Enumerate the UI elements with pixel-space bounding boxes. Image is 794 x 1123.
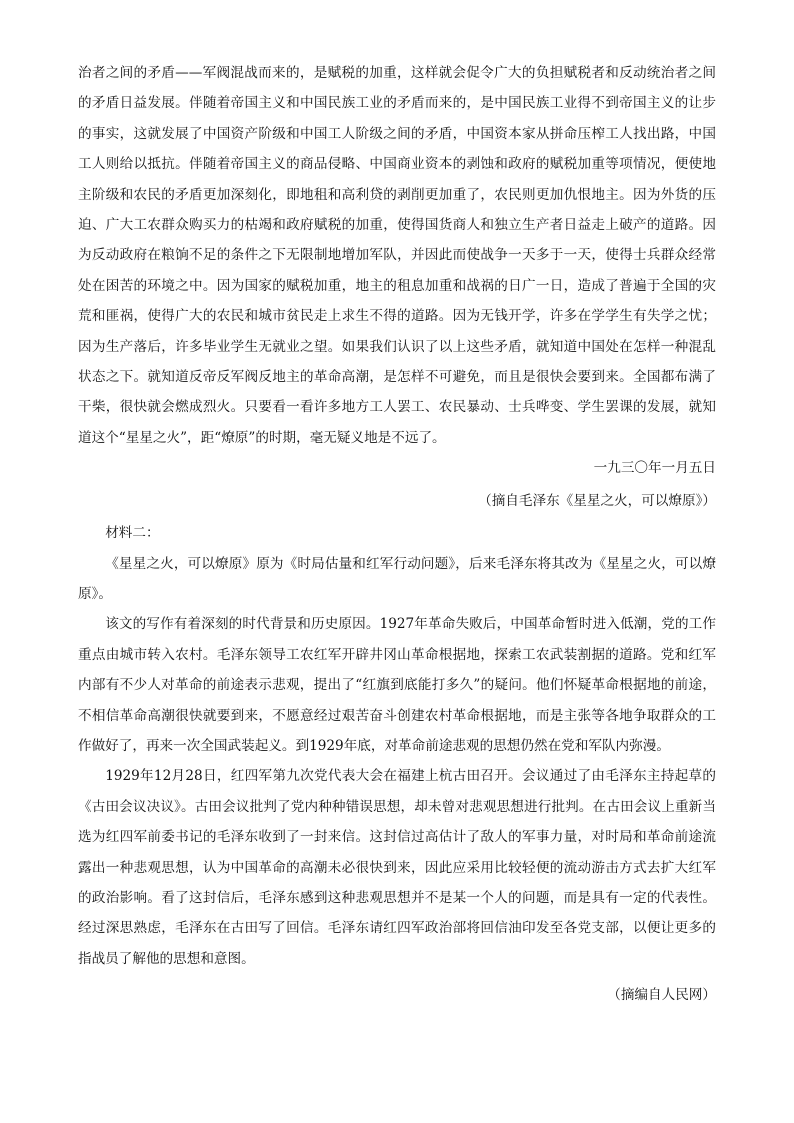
- material1-date: 一九三〇年一月五日: [593, 460, 716, 477]
- material2-source: （摘编自人民网）: [607, 987, 716, 1004]
- material2-paragraph-2: 该文的写作有着深刻的时代背景和历史原因。1927年革命失败后，中国革命暂时进入低潮，党的工作重点由城市转入农村。毛泽东领导工农红军开辟井冈山革命根据地，探索工农武装割据的道路。党和红军内部有不少人对革命的前途表示悲观，提出了“红旗到底能打多久”的疑问。他们怀疑革命根据地的前途，不相信革命高潮很快就要到来，不愿意经过艰苦奋斗创建农村革命根据地，而是主张等各地争取群众的工作做好了，再来一次全国武装起义。到1929年底，对革命前途悲观的思想仍然在党和军队内弥漫。: [78, 616, 716, 754]
- document-page: [78, 58, 716, 1011]
- material2-paragraph-3: 1929年12月28日，红四军第九次党代表大会在福建上杭古田召开。会议通过了由毛泽东主持起草的《古田会议决议》。古田会议批判了党内种种错误思想，却未曾对悲观思想进行批判。在古田会议上重新当选为红四军前委书记的毛泽东收到了一封来信。这封信过高估计了敌人的军事力量，对时局和革命前途流露出一种悲观思想，认为中国革命的高潮未必很快到来，因此应采用比较轻便的流动游击方式去扩大红军的政治影响。看了这封信后，毛泽东感到这种悲观思想并不是某一个人的问题，而是具有一定的代表性。经过深思熟虑，毛泽东在古田写了回信。毛泽东请红四军政治部将回信油印发至各党支部，以便让更多的指战员了解他的思想和意图。: [78, 768, 716, 967]
- material2-paragraph-1: 《星星之火，可以燎原》原为《时局估量和红军行动问题》，后来毛泽东将其改为《星星之火，可以燎原》。: [78, 555, 716, 602]
- material1-source: （摘自毛泽东《星星之火，可以燎原》）: [478, 492, 716, 509]
- material1-paragraph: 治者之间的矛盾——军阀混战而来的，是赋税的加重，这样就会促令广大的负担赋税者和反动统治者之间的矛盾日益发展。伴随着帝国主义和中国民族工业的矛盾而来的，是中国民族工业得不到帝国主义的让步的事实，这就发展了中国资产阶级和中国工人阶级之间的矛盾，中国资本家从拼命压榨工人找出路，中国工人则给以抵抗。伴随着帝国主义的商品侵略、中国商业资本的剥蚀和政府的赋税加重等项情况，便使地主阶级和农民的矛盾更加深刻化，即地租和高利贷的剥削更加重了，农民则更加仇恨地主。因为外货的压迫、广大工农群众购买力的枯竭和政府赋税的加重，使得国货商人和独立生产者日益走上破产的道路。因为反动政府在粮饷不足的条件之下无限制地增加军队，并因此而使战争一天多于一天，使得士兵群众经常处在困苦的环境之中。因为国家的赋税加重，地主的租息加重和战祸的日广一日，造成了普遍于全国的灾荒和匪祸，使得广大的农民和城市贫民走上求生不得的道路。因为无钱开学，许多在学学生有失学之忧；因为生产落后，许多毕业学生无就业之望。如果我们认识了以上这些矛盾，就知道中国处在怎样一种混乱状态之下。就知道反帝反军阀反地主的革命高潮，是怎样不可避免，而且是很快会要到来。全国都布满了干柴，很快就会燃成烈火。只要看一看许多地方工人罢工、农民暴动、士兵哗变、学生罢课的发展，就知道这个“星星之火”，距“燎原”的时期，毫无疑义地是不远了。: [78, 65, 716, 446]
- material2-label: 材料二：: [105, 525, 160, 542]
